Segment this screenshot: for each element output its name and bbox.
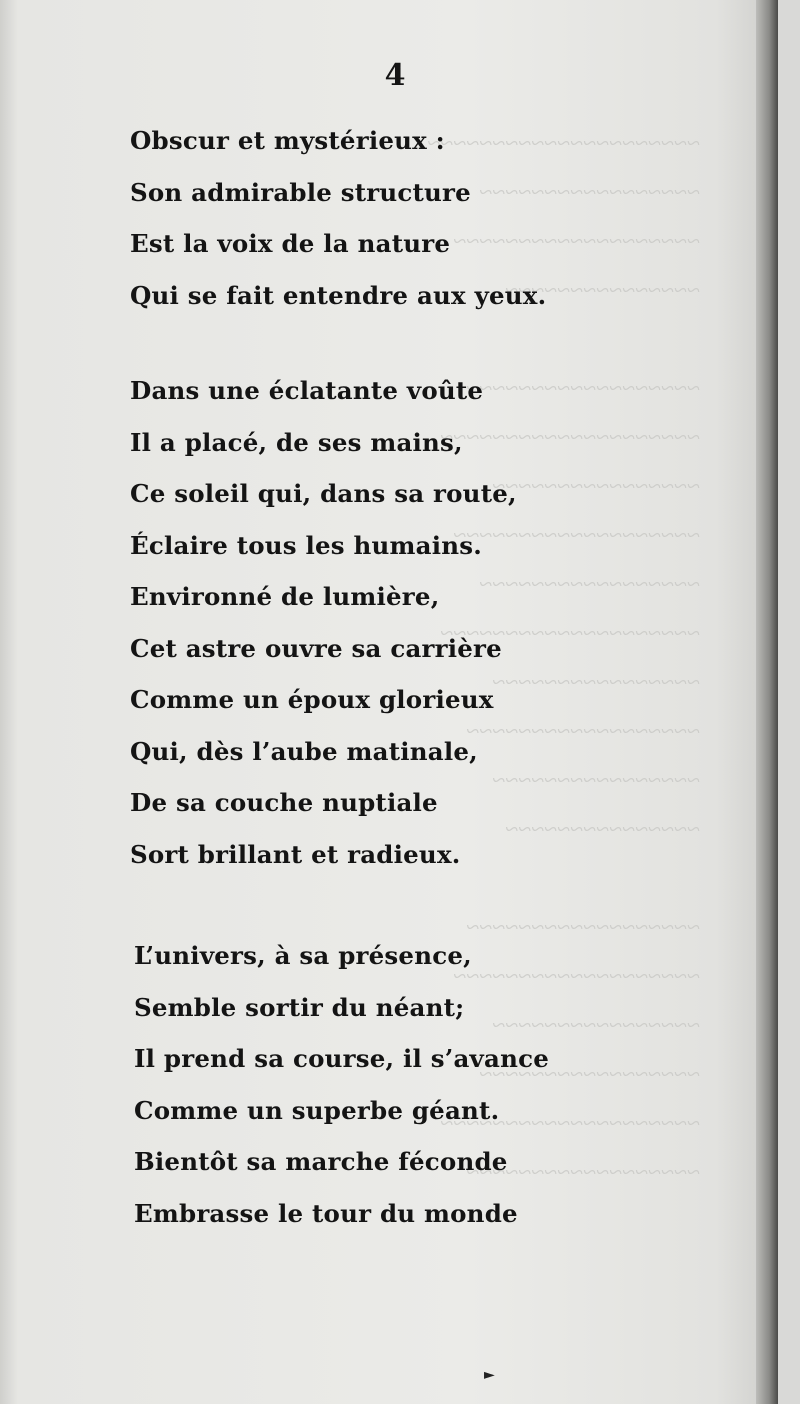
verse-line: Environné de lumière,	[130, 582, 440, 611]
verse-line: L’univers, à sa présence,	[134, 941, 472, 970]
verse-line: Il prend sa course, il s’avance	[134, 1044, 549, 1073]
stanza-3	[134, 930, 549, 1239]
verse-line: Obscur et mystérieux :	[130, 126, 445, 155]
printer-ornament: ►	[484, 1367, 495, 1383]
verse-line: Qui, dès l’aube matinale,	[130, 736, 478, 766]
verse-line: Est la voix de la nature	[130, 229, 451, 258]
verse-line: Bientôt sa marche féconde	[134, 1147, 508, 1176]
verse-line: De sa couche nuptiale	[130, 788, 438, 817]
verse-line: Éclaire tous les humains.	[130, 530, 482, 560]
verse-line: Sort brillant et radieux.	[130, 839, 461, 869]
page-edge-shadow	[756, 0, 778, 1404]
verse-line: Ce soleil qui, dans sa route,	[130, 479, 517, 508]
verse-line: Dans une éclatante voûte	[130, 376, 484, 405]
verse-line: Embrasse le tour du monde	[134, 1198, 518, 1228]
page-number: 4	[384, 58, 406, 93]
verse-line: Il a placé, de ses mains,	[130, 427, 463, 457]
stanza-1	[130, 115, 546, 321]
show-through-ink: ~~~~~~~~~~~~~~~~~~~~~ ~~~~~~~~~~~~~~~~~ ~~~~~~~~~~~~~~~~~~~ ~~~~~~~~~~~~~~~ ~~~~~~~~~~~~~~~~~~ ~~~~~~~~~~~~~~~~~~~~ ~~~~~~~~~~~~~~~~ ~~~~~~~~~~~~~~~~~~~ ~~~~~~~~~~~~~~~~~ ~~~~~~~~~~~~~~~~~~~~ ~~~~~~~~~~~~~~~~ ~~~~~~~~~~~~~~~~~~ ~~~~~~~~~~~~~~~~ ~~~~~~~~~~~~~~~ ~~~~~~~~~~~~~~~~~~ ~~~~~~~~~~~~~~~~~~~ ~~~~~~~~~~~~~~~~ ~~~~~~~~~~~~~~~~~ ~~~~~~~~~~~~~~~~~~~~ ~~~~~~~~~~~~~~~~~~	[427, 131, 700, 1186]
verse-line: Son admirable structure	[130, 177, 471, 207]
verse-line: Cet astre ouvre sa carrière	[130, 633, 502, 663]
stanza-2	[130, 365, 517, 880]
verse-line: Comme un époux glorieux	[130, 685, 494, 714]
verse-line: Qui se fait entendre aux yeux.	[130, 280, 547, 310]
verse-line: Comme un superbe géant.	[134, 1095, 500, 1125]
verse-line: Semble sortir du néant;	[134, 992, 465, 1022]
